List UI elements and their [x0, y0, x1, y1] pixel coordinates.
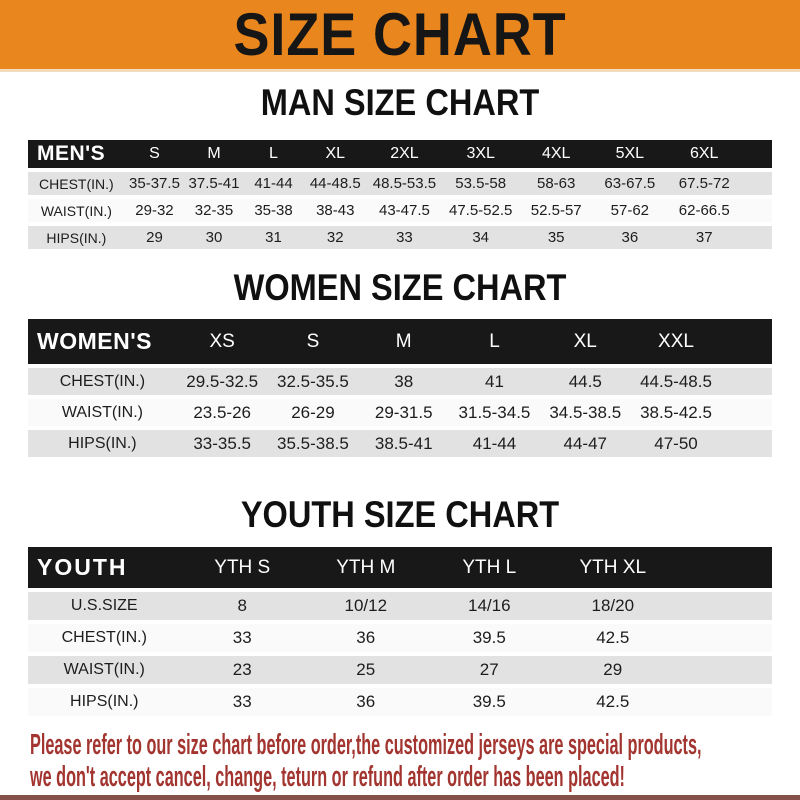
- table-row: [28, 368, 772, 395]
- note-line-1: Please refer to our size chart before order,the customized jerseys are special products,: [30, 729, 702, 761]
- cell-value: 35-38: [254, 202, 293, 219]
- cell-value: 38-43: [316, 202, 355, 219]
- row-label: U.S.SIZE: [70, 597, 138, 614]
- table-row: [28, 592, 772, 620]
- cell-value: 35: [547, 229, 565, 246]
- cell-value: 44.5-48.5: [640, 371, 712, 391]
- cell-value: 38: [394, 371, 414, 391]
- column-header: YTH M: [336, 556, 396, 578]
- cell-value: 37: [695, 229, 713, 246]
- column-header: S: [149, 145, 160, 162]
- cell-value: 8: [237, 596, 247, 615]
- row-label: WAIST(IN.): [61, 403, 143, 421]
- table-row: [28, 656, 772, 684]
- cell-value: 33: [232, 692, 252, 711]
- cell-value: 34.5-38.5: [549, 402, 622, 422]
- cell-value: 47-50: [654, 433, 698, 453]
- cell-value: 32: [326, 229, 344, 246]
- column-header: XL: [325, 145, 346, 162]
- cell-value: 38.5-42.5: [640, 402, 712, 422]
- cell-value: 52.5-57: [530, 202, 582, 219]
- cell-value: 57-62: [610, 202, 650, 219]
- cell-value: 31: [265, 229, 282, 246]
- column-header: 2XL: [390, 145, 419, 162]
- column-header: L: [489, 330, 500, 352]
- cell-value: 32-35: [194, 202, 234, 219]
- table-corner-label: WOMEN'S: [37, 328, 153, 354]
- cell-value: 38.5-41: [374, 433, 433, 453]
- cell-value: 29-32: [135, 202, 174, 219]
- cell-value: 25: [356, 660, 376, 679]
- cell-value: 37.5-41: [188, 175, 240, 192]
- cell-value: 44-48.5: [309, 175, 361, 192]
- cell-value: 29: [146, 229, 163, 246]
- row-label: HIPS(IN.): [70, 693, 139, 710]
- cell-value: 44.5: [568, 371, 602, 391]
- table-row: [28, 430, 772, 457]
- cell-value: 39.5: [472, 628, 506, 647]
- column-header: L: [269, 145, 278, 162]
- cell-value: 31.5-34.5: [458, 402, 531, 422]
- cell-value: 48.5-53.5: [372, 175, 437, 192]
- note-line-2: we don't accept cancel, change, teturn or refund after order has been placed!: [30, 761, 625, 793]
- column-header: 3XL: [466, 145, 495, 162]
- column-header: 5XL: [615, 145, 645, 162]
- page-title: SIZE CHART: [233, 0, 567, 68]
- column-header: XXL: [658, 330, 694, 352]
- cell-value: 41-44: [254, 175, 293, 192]
- cell-value: 18/20: [591, 596, 635, 615]
- column-header: XS: [209, 330, 235, 352]
- column-header: YTH L: [462, 556, 517, 578]
- cell-value: 29: [603, 660, 623, 679]
- cell-value: 23: [232, 660, 252, 679]
- cell-value: 33: [232, 628, 252, 647]
- cell-value: 27: [479, 660, 499, 679]
- women-size-table: [28, 319, 772, 457]
- cell-value: 41: [485, 371, 504, 391]
- cell-value: 23.5-26: [193, 402, 252, 422]
- cell-value: 26-29: [291, 402, 335, 422]
- bottom-edge-strip: [0, 795, 800, 800]
- table-row: [28, 172, 772, 195]
- row-label: CHEST(IN.): [39, 175, 114, 192]
- table-row: [28, 226, 772, 249]
- cell-value: 42.5: [596, 628, 630, 647]
- cell-value: 67.5-72: [678, 175, 730, 192]
- row-label: HIPS(IN.): [46, 229, 107, 246]
- cell-value: 14/16: [467, 596, 511, 615]
- cell-value: 30: [205, 229, 223, 246]
- cell-value: 10/12: [344, 596, 388, 615]
- row-label: HIPS(IN.): [68, 434, 137, 452]
- cell-value: 35.5-38.5: [277, 433, 349, 453]
- column-header: S: [306, 330, 320, 352]
- man-size-table: [28, 140, 772, 249]
- column-header: M: [207, 145, 221, 162]
- column-header: YTH S: [214, 556, 271, 578]
- cell-value: 35-37.5: [129, 175, 180, 192]
- table-row: [28, 199, 772, 222]
- cell-value: 53.5-58: [455, 175, 507, 192]
- cell-value: 33-35.5: [193, 433, 252, 453]
- cell-value: 29.5-32.5: [186, 371, 259, 391]
- section-women: [0, 267, 800, 457]
- table-row: [28, 399, 772, 426]
- table-header-row: [28, 547, 772, 588]
- column-header: XL: [573, 330, 597, 352]
- cell-value: 63-67.5: [604, 175, 656, 192]
- section-youth: [0, 494, 800, 716]
- cell-value: 44-47: [563, 433, 607, 453]
- column-header: 4XL: [541, 145, 571, 162]
- cell-value: 36: [356, 628, 376, 647]
- order-note: [30, 729, 800, 793]
- cell-value: 36: [356, 692, 376, 711]
- table-corner-label: MEN'S: [37, 142, 106, 165]
- cell-value: 32.5-35.5: [277, 371, 349, 391]
- cell-value: 33: [396, 229, 413, 246]
- section-title-youth: YOUTH SIZE CHART: [240, 494, 560, 535]
- section-title-women: WOMEN SIZE CHART: [233, 267, 567, 308]
- table-corner-label: YOUTH: [37, 554, 128, 580]
- row-label: CHEST(IN.): [61, 629, 147, 646]
- cell-value: 43-47.5: [378, 202, 430, 219]
- section-title-man: MAN SIZE CHART: [260, 82, 540, 123]
- table-header-row: [28, 319, 772, 364]
- column-header: YTH XL: [579, 556, 647, 578]
- cell-value: 34: [472, 229, 490, 246]
- column-header: 6XL: [689, 145, 719, 162]
- row-label: CHEST(IN.): [59, 372, 146, 390]
- cell-value: 42.5: [596, 692, 630, 711]
- cell-value: 39.5: [472, 692, 506, 711]
- row-label: WAIST(IN.): [63, 661, 145, 678]
- table-row: [28, 688, 772, 716]
- table-header-row: [28, 140, 772, 168]
- cell-value: 58-63: [537, 175, 576, 192]
- cell-value: 41-44: [472, 433, 517, 453]
- cell-value: 36: [621, 229, 639, 246]
- column-header: M: [395, 330, 412, 352]
- cell-value: 47.5-52.5: [448, 202, 513, 219]
- cell-value: 62-66.5: [678, 202, 730, 219]
- cell-value: 29-31.5: [374, 402, 433, 422]
- row-label: WAIST(IN.): [40, 202, 112, 219]
- banner: [0, 0, 800, 72]
- youth-size-table: [28, 547, 772, 716]
- table-row: [28, 624, 772, 652]
- section-man: [0, 82, 800, 249]
